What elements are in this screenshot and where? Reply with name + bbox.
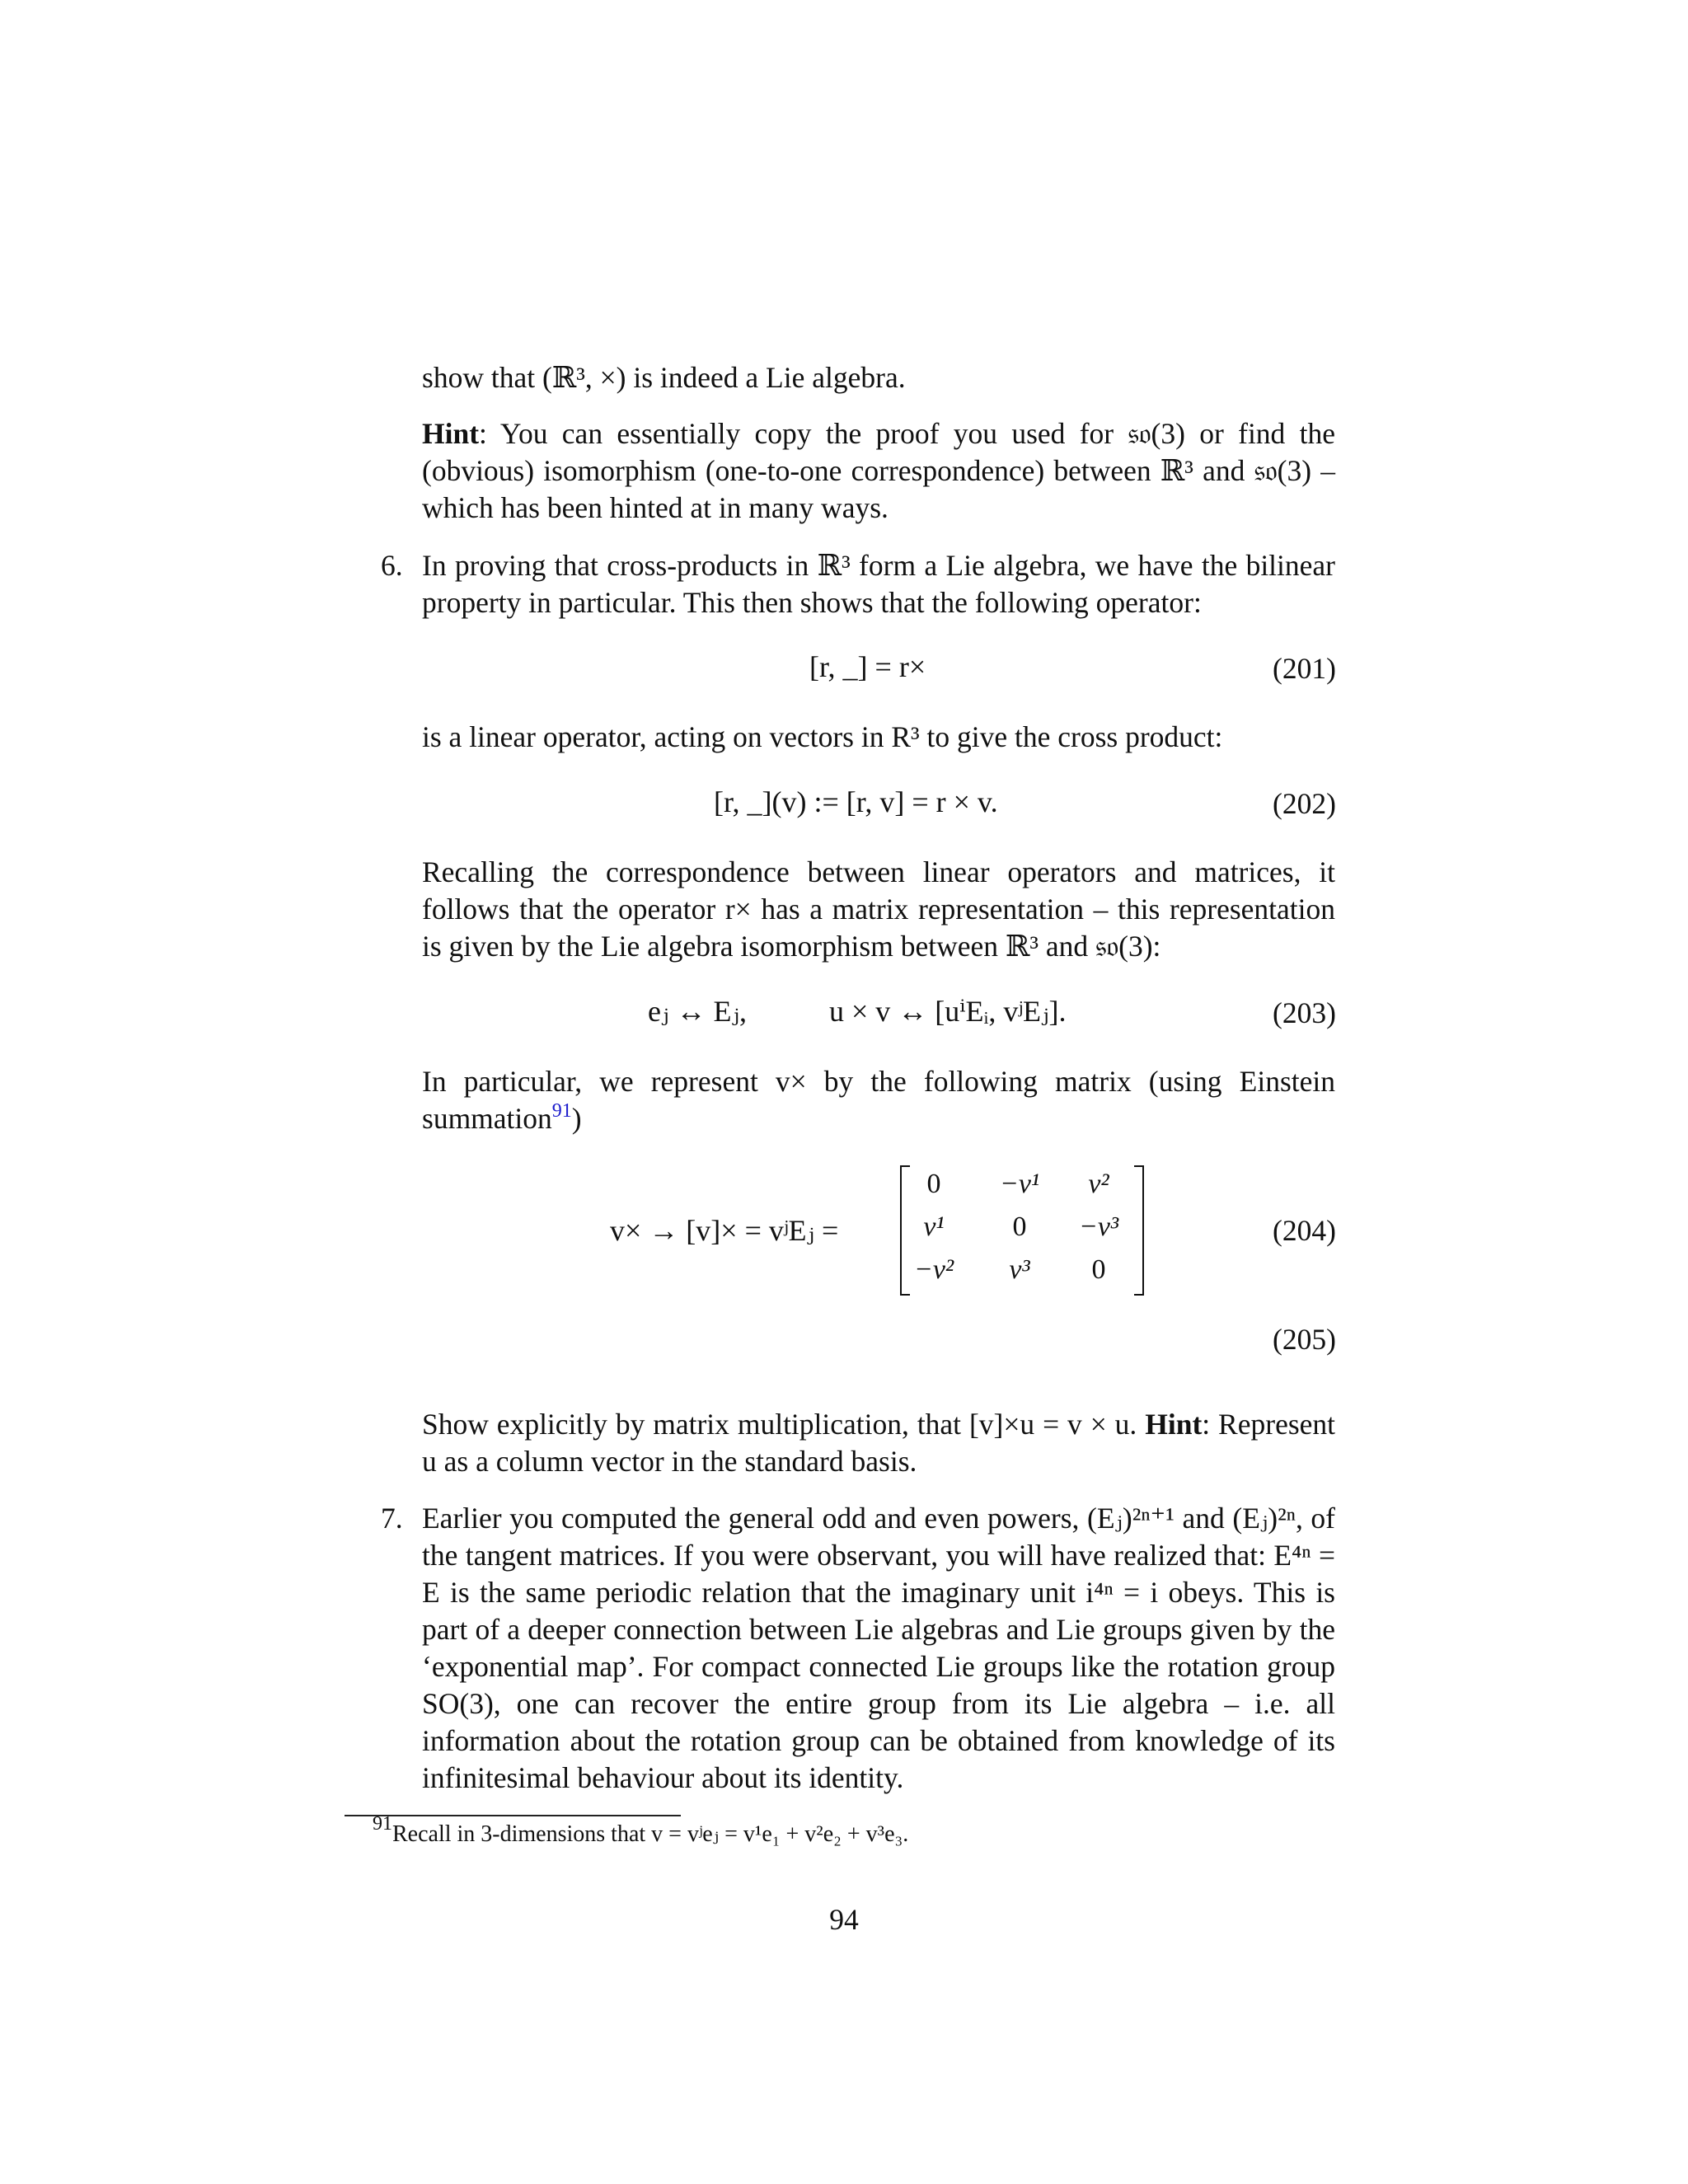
equation-202: [r, _](v) := [r, v] = r × v. [714,785,998,818]
equation-201-number: (201) [1273,652,1336,685]
matrix-cell-2-1: v¹ [923,1212,945,1242]
footnote-91-mark: 91 [373,1813,392,1835]
show-text: Show explicitly by matrix multiplication, that [v]×u = v × u. [422,1408,1137,1441]
matrix-cell-3-2: v³ [1009,1254,1030,1285]
matrix-v-cross [900,1165,1144,1292]
matrix-cell-3-1: −v² [913,1254,954,1285]
equation-201: [r, _] = r× [809,650,926,683]
equation-203-right: u × v ↔ [uⁱEᵢ, vʲEⱼ]. [829,995,1067,1028]
footnote-91-text: Recall in 3-dimensions that v = vʲeⱼ = v¹e₁ + v²e₂ + v³e₃. [392,1821,909,1847]
particular-paragraph [422,1063,1335,1137]
item-7-number: 7. [381,1502,403,1535]
recall-paragraph: Recalling the correspondence between linear operators and matrices, it follows that the operator r× has a matrix representation – this representation is given by the Lie algebra isomorphism between ℝ³ and 𝔰𝔬(3): [422,855,1335,963]
particular-text: In particular, we represent v× by the following matrix (using Einstein summation [422,1065,1335,1135]
show-explicitly-paragraph [422,1406,1335,1480]
equation-204-lhs: v× → [v]× = vʲEⱼ = [610,1214,839,1247]
equation-203-left: eⱼ ↔ Eⱼ, [648,995,747,1028]
matrix-cell-1-3: v² [1088,1169,1109,1199]
intro-set: (ℝ³, ×) [542,361,626,394]
particular-close: ) [571,1102,582,1135]
equation-205-number: (205) [1273,1323,1336,1356]
equation-203-number: (203) [1273,996,1336,1029]
footnote-91-link[interactable]: 91 [551,1100,572,1122]
linear-operator-text: is a linear operator, acting on vectors in R³ to give the cross product: [422,720,1223,753]
item-6 [381,547,1335,621]
equation-202-number: (202) [1273,787,1336,820]
item-6-text: In proving that cross-products in ℝ³ form a Lie algebra, we have the bilinear property in particular. This then shows that the following operator: [422,549,1335,619]
matrix-cell-2-3: −v³ [1078,1212,1119,1242]
hint-paragraph [422,415,1335,527]
footnote-rule [345,1815,681,1816]
equation-204-number: (204) [1273,1214,1336,1247]
matrix-cell-1-1: 0 [926,1169,941,1199]
hint-2-label: Hint [1145,1408,1203,1441]
intro-suffix: is indeed a Lie algebra. [633,361,906,394]
hint-label: Hint [422,417,480,450]
item-7-text: Earlier you computed the general odd and even powers, (Eⱼ)²ⁿ⁺¹ and (Eⱼ)²ⁿ, of the tangent matrices. If you were observant, you will have realized that: E⁴ⁿ = E is the same periodic relation that the imaginary unit i⁴ⁿ = i obeys. This is part of a deeper connection between Lie algebras and Lie groups given by the ‘exponential map’. For compact connected Lie groups like the rotation group SO(3), one can recover the entire group from its Lie algebra – i.e. all information about the rotation group can be obtained from knowledge of its infinitesimal behaviour about its identity. [422,1502,1335,1794]
hint-2-text: : Represent u as a column vector in the standard basis. [422,1408,1336,1478]
intro-prefix: show that [422,361,536,394]
matrix-cell-1-2: −v¹ [999,1169,1040,1199]
page-number: 94 [829,1903,859,1936]
matrix-cell-3-3: 0 [1091,1254,1106,1285]
matrix-cell-2-2: 0 [1012,1212,1027,1242]
intro-line [422,359,1335,396]
item-6-number: 6. [381,549,403,582]
hint-text: : You can essentially copy the proof you used for 𝔰𝔬(3) or find the (obvious) isomorphism (one-to-one correspondence) between ℝ³ and 𝔰𝔬(3) – which has been hinted at in many ways. [422,417,1336,524]
item-7 [381,1500,1335,1797]
footnote-91 [373,1813,909,1849]
